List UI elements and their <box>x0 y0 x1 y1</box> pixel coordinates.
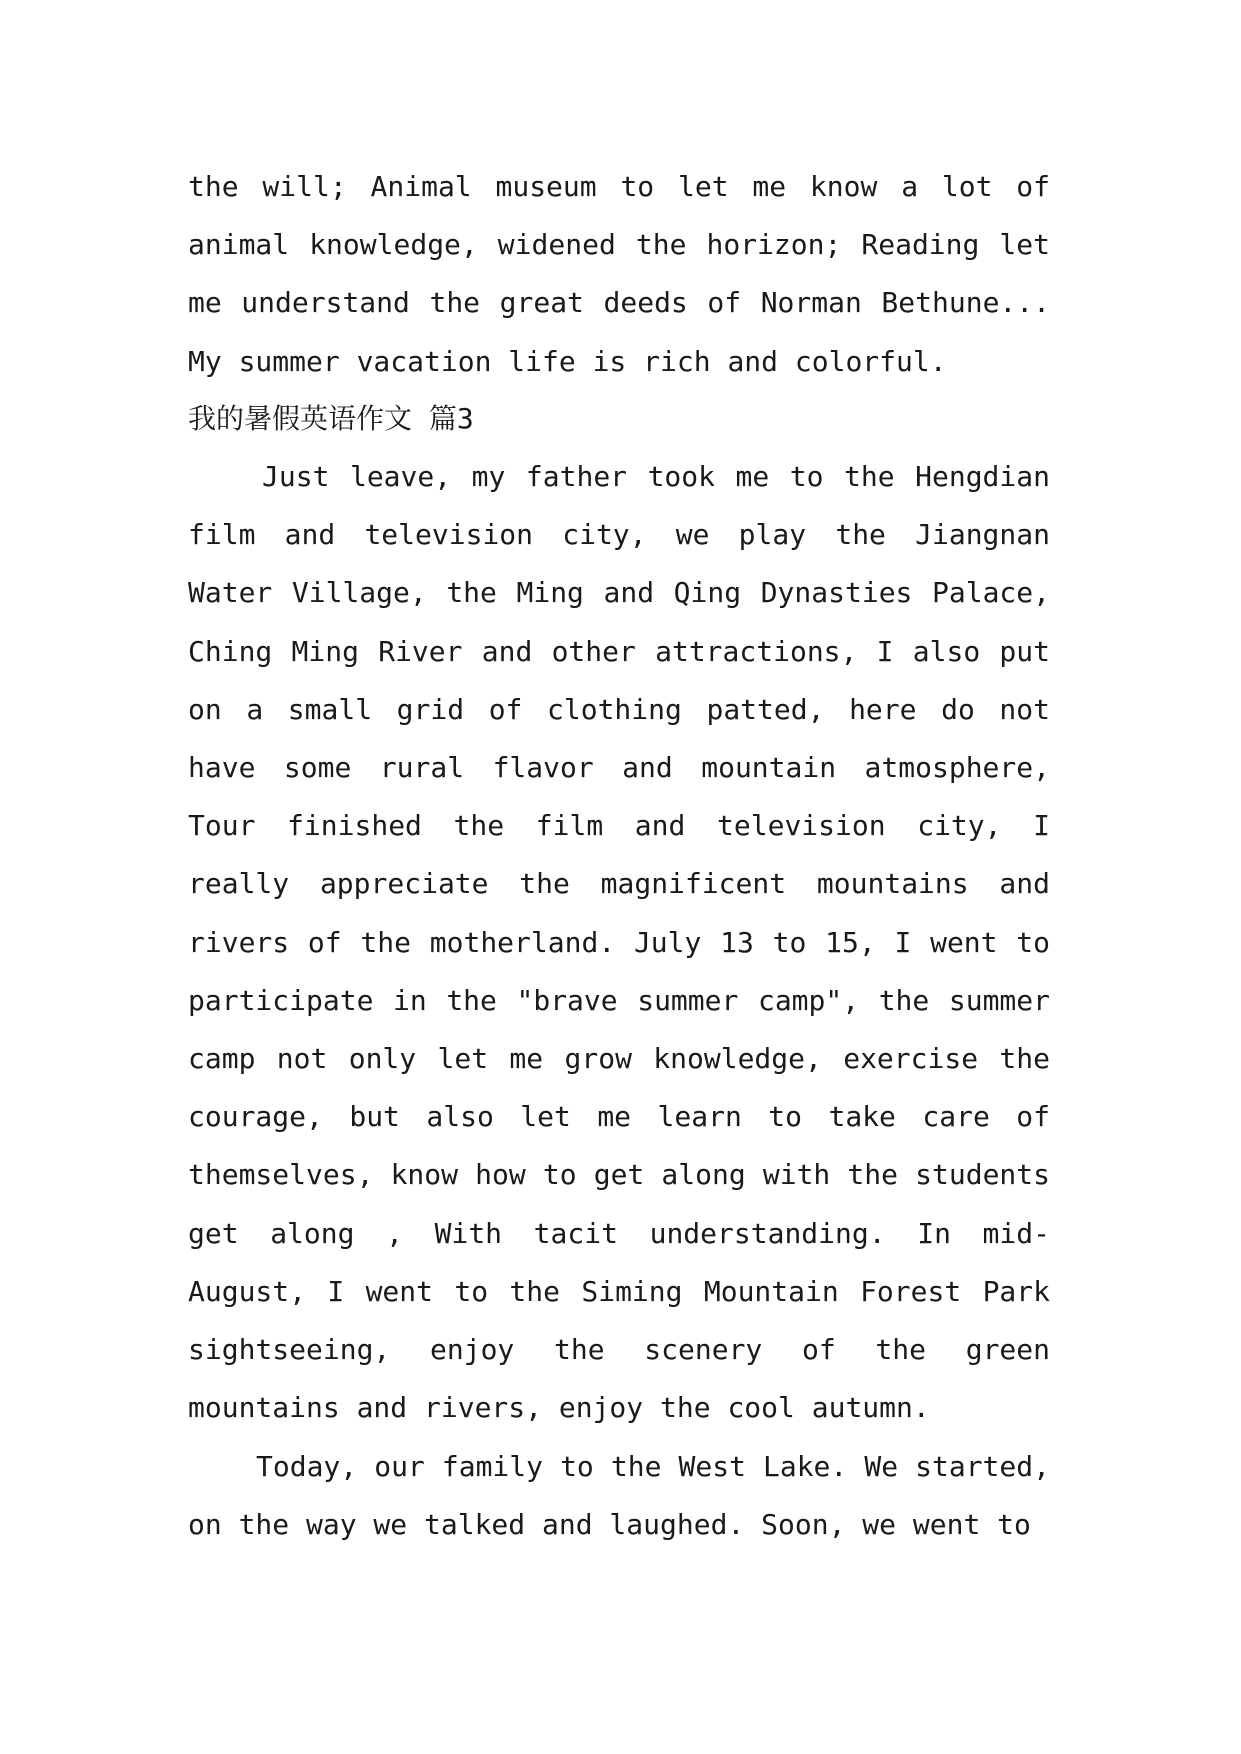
continuation-paragraph: the will; Animal museum to let me know a lot of animal knowledge, widened the horizon; Reading let me understand the great deeds of Norman Bethune... My summer vacation life is rich and colorful. <box>188 170 1050 378</box>
paragraph-1: Just leave, my father took me to the Hengdian film and television city, we play the Jiangnan Water Village, the Ming and Qing Dynasties Palace, Ching Ming River and other attractions, I also put on a small grid of clothing patted, here do not have some rural flavor and mountain atmosphere, Tour finished the film and television city, I really appreciate the magnificent mountains and rivers of the motherland. July 13 to 15, I went to participate in the "brave summer camp", the summer camp not only let me grow knowledge, exercise the courage, but also let me learn to take care of themselves, know how to get along with the students get along , With tacit understanding. In mid-August, I went to the Siming Mountain Forest Park sightseeing, enjoy the scenery of the green mountains and rivers, enjoy the cool autumn. <box>188 460 1050 1425</box>
paragraph-2: Today, our family to the West Lake. We started, on the way we talked and laughed. Soon, we went to <box>188 1450 1050 1542</box>
section-heading: 我的暑假英语作文 篇3 <box>188 402 474 435</box>
